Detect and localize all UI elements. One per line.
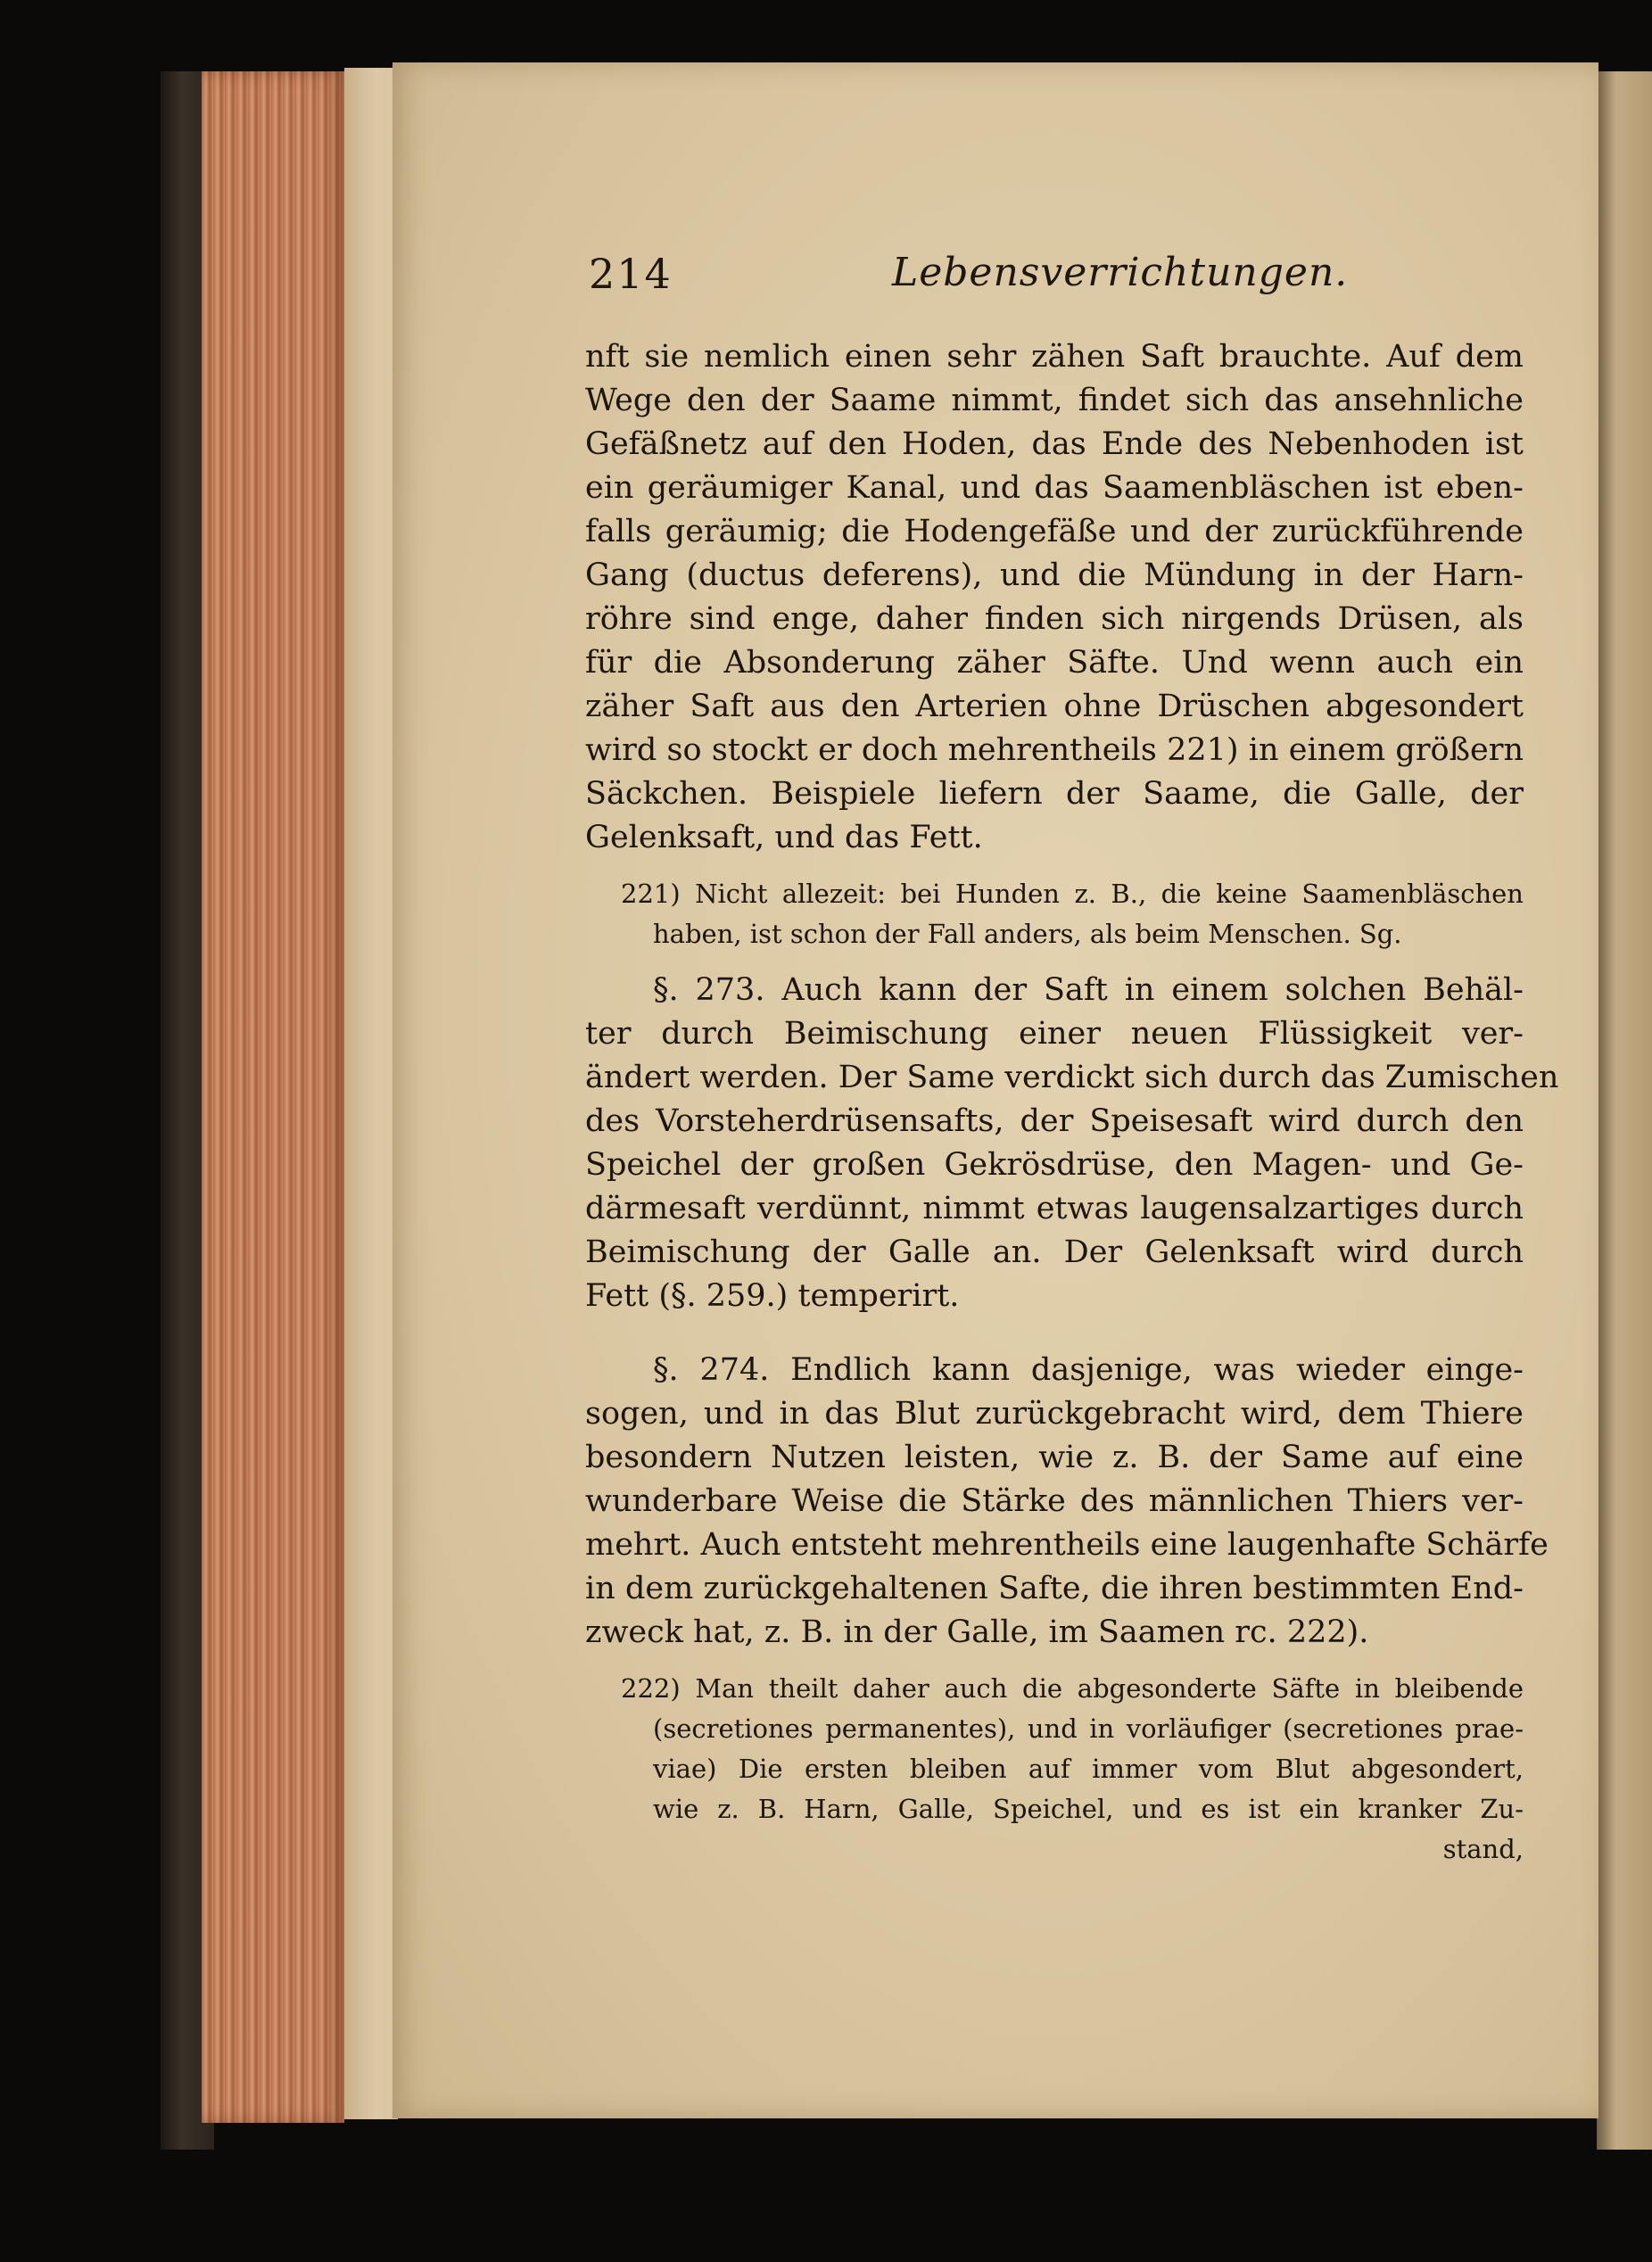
footnote-222-line: stand, (1442, 1834, 1524, 1864)
text-line: Gang (ductus deferens), und die Mündung in der Harn- (585, 557, 1524, 593)
footnote-221-line: 221) Nicht allezeit: bei Hunden z. B., die keine Saamenbläschen (621, 879, 1524, 909)
paragraph-273-line: ter durch Beimischung einer neuen Flüssigkeit ver- (585, 1016, 1524, 1052)
paragraph-273-line: ändert werden. Der Same verdickt sich durch das Zumischen (585, 1060, 1559, 1095)
text-line: ein geräumiger Kanal, und das Saamenbläschen ist eben- (585, 470, 1524, 506)
paragraph-274-line: sogen, und in das Blut zurückgebracht wird, dem Thiere (585, 1396, 1524, 1432)
paragraph-273-line: des Vorsteherdrüsensafts, der Speisesaft wird durch den (585, 1103, 1524, 1139)
footnote-222-line: 222) Man theilt daher auch die abgesonderte Säfte in bleibende (621, 1673, 1524, 1704)
paragraph-274-line: zweck hat, z. B. in der Galle, im Saamen rc. 222). (585, 1614, 1369, 1650)
paragraph-273-line: §. 273. Auch kann der Saft in einem solchen Behäl- (653, 972, 1524, 1008)
text-line: Gefäßnetz auf den Hoden, das Ende des Nebenhoden ist (585, 426, 1524, 462)
text-line: röhre sind enge, daher finden sich nirgends Drüsen, als (585, 601, 1524, 637)
text-line: zäher Saft aus den Arterien ohne Drüschen abgesondert (585, 689, 1524, 724)
running-title: Lebensverrichtungen. (892, 250, 1349, 295)
footnote-222-line: viae) Die ersten bleiben auf immer vom Blut abgesondert, (653, 1754, 1524, 1784)
text-line: wird so stockt er doch mehrentheils 221) in einem größern (585, 732, 1524, 768)
page-edges (202, 71, 344, 2123)
facing-page-edge (1597, 71, 1652, 2150)
paragraph-274-line: §. 274. Endlich kann dasjenige, was wieder einge- (653, 1352, 1524, 1388)
text-line: Säckchen. Beispiele liefern der Saame, die Galle, der (585, 776, 1524, 812)
paragraph-273-line: Speichel der großen Gekrösdrüse, den Magen- und Ge- (585, 1147, 1524, 1183)
paragraph-274-line: wunderbare Weise die Stärke des männlichen Thiers ver- (585, 1483, 1524, 1519)
book-page (392, 62, 1598, 2118)
text-line: Wege den der Saame nimmt, findet sich das ansehnliche (585, 383, 1524, 418)
running-head (589, 250, 1615, 312)
paragraph-274-line: mehrt. Auch entsteht mehrentheils eine laugenhafte Schärfe (585, 1527, 1549, 1563)
footnote-222-line: (secretiones permanentes), und in vorläufiger (secretiones prae- (653, 1713, 1524, 1744)
footnote-222-line: wie z. B. Harn, Galle, Speichel, und es ist ein kranker Zu- (653, 1794, 1524, 1824)
text-line: Gelenksaft, und das Fett. (585, 820, 983, 855)
text-line: nft sie nemlich einen sehr zähen Saft brauchte. Auf dem (585, 339, 1524, 375)
paragraph-274-line: besondern Nutzen leisten, wie z. B. der Same auf eine (585, 1440, 1524, 1475)
page-number: 214 (589, 250, 673, 298)
page-gutter (344, 68, 398, 2119)
paragraph-273-line: därmesaft verdünnt, nimmt etwas laugensalzartiges durch (585, 1191, 1524, 1226)
paragraph-274-line: in dem zurückgehaltenen Safte, die ihren bestimmten End- (585, 1571, 1524, 1606)
footnote-221-line: haben, ist schon der Fall anders, als beim Menschen. Sg. (653, 919, 1402, 949)
text-line: für die Absonderung zäher Säfte. Und wenn auch ein (585, 645, 1524, 681)
text-block (585, 335, 1559, 1870)
paragraph-273-line: Beimischung der Galle an. Der Gelenksaft wird durch (585, 1234, 1524, 1270)
paragraph-273-line: Fett (§. 259.) temperirt. (585, 1278, 960, 1314)
text-line: falls geräumig; die Hodengefäße und der zurückführende (585, 514, 1524, 549)
